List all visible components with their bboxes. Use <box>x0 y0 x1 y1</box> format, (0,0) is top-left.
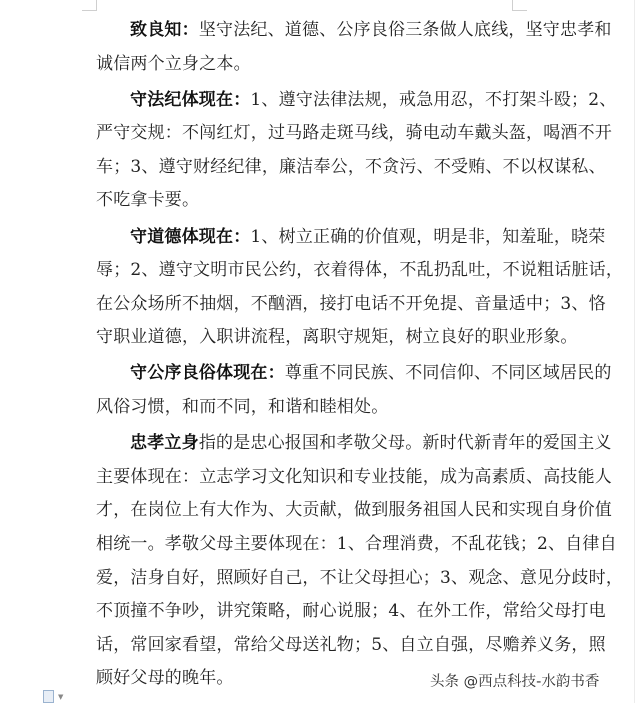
line-text: 指的是忠心报国和孝敬父母。新时代新青年的爱国主义 <box>198 433 612 454</box>
line-text: 相统一。孝敬父母主要体现在：1、合理消费，不乱花钱；2、自律自 <box>96 533 617 554</box>
paragraph <box>96 221 624 355</box>
line-text: 主要体现在：立志学习文化知识和专业技能，成为高素质、高技能人 <box>96 466 612 487</box>
paragraph <box>96 84 617 218</box>
text-line <box>96 184 526 218</box>
text-line <box>96 427 612 461</box>
page-corner-mark <box>82 0 97 11</box>
line-text: 诚信两个立身之本。 <box>96 53 251 74</box>
paragraph-lead: 守公序良俗体现在： <box>130 363 285 384</box>
watermark: 头条 @西点科技-水韵书香 <box>430 674 600 690</box>
paragraph-lead: 守道德体现在： <box>130 226 251 247</box>
chevron-down-icon[interactable]: ▼ <box>58 693 64 701</box>
document-icon[interactable] <box>43 690 54 703</box>
text-line <box>96 321 578 355</box>
page-corner-mark <box>512 0 527 11</box>
paragraph-lead: 忠孝立身 <box>130 433 199 454</box>
paragraph-lead: 守法纪体现在： <box>130 89 251 110</box>
text-line <box>96 629 606 663</box>
text-line <box>96 461 612 495</box>
paragraph <box>96 14 612 81</box>
text-line <box>96 117 612 151</box>
line-text: 话，常回家看望，常给父母送礼物；5、自立自强，尽赡养义务，照 <box>96 634 606 655</box>
line-text: 才，在岗位上有大作为、大贡献，做到服务祖国人民和实现自身价值 <box>96 500 612 521</box>
paragraph <box>96 357 612 424</box>
paragraph-lead: 致良知： <box>130 20 199 40</box>
line-text: 严守交规：不闯红灯，过马路走斑马线，骑电动车戴头盔，喝酒不开 <box>96 123 612 144</box>
document-body[interactable] <box>96 14 624 698</box>
line-text: 不吃拿卡要。 <box>96 190 200 211</box>
line-text: 坚守法纪、道德、公序良俗三条做人底线，坚守忠孝和 <box>198 20 612 40</box>
text-line <box>96 254 624 288</box>
line-text: 辱；2、遵守文明市民公约，衣着得体，不乱扔乱吐，不说粗话脏话， <box>96 260 624 281</box>
text-line <box>96 48 526 82</box>
line-text: 1、树立正确的价值观，明是非，知羞耻，晓荣 <box>250 226 606 247</box>
text-line <box>96 357 612 391</box>
text-line <box>96 151 606 185</box>
text-line <box>96 391 526 425</box>
text-line <box>96 14 612 48</box>
line-text: 爱，洁身自好，照顾好自己，不让父母担心；3、观念、意见分歧时， <box>96 567 624 588</box>
text-line <box>96 288 606 322</box>
line-text: 在公众场所不抽烟，不酗酒，接打电话不开免提、音量适中；3、恪 <box>96 293 606 314</box>
line-text: 尊重不同民族、不同信仰、不同区域居民的 <box>284 363 612 384</box>
paragraph <box>96 427 624 696</box>
line-text: 守职业道德，入职讲流程，离职守规矩，树立良好的职业形象。 <box>96 327 578 348</box>
line-text: 不顶撞不争吵，讲究策略，耐心说服；4、在外工作，常给父母打电 <box>96 601 606 622</box>
line-text: 1、遵守法律法规，戒急用忍，不打架斗殴；2、 <box>250 89 617 110</box>
text-line <box>96 221 606 255</box>
line-text: 车；3、遵守财经纪律，廉洁奉公，不贪污、不受贿、不以权谋私、 <box>96 156 606 177</box>
text-line <box>96 528 617 562</box>
text-line <box>96 494 612 528</box>
text-line <box>96 562 624 596</box>
text-line <box>96 595 606 629</box>
page-edge <box>634 0 635 703</box>
text-line <box>96 84 617 118</box>
line-text: 风俗习惯，和而不同，和谐和睦相处。 <box>96 397 389 418</box>
line-text: 顾好父母的晚年。 <box>96 668 234 689</box>
